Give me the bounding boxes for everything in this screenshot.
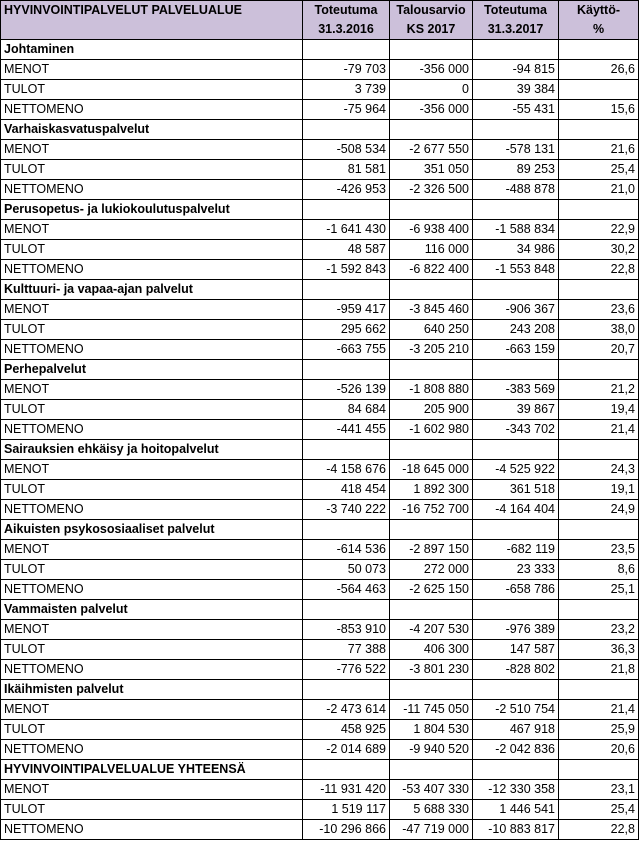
toteutuma-2017-cell: 39 867 xyxy=(473,400,559,420)
toteutuma-2017-cell: -12 330 358 xyxy=(473,780,559,800)
kayttoprosentti-cell: 19,1 xyxy=(559,480,639,500)
section-empty-cell xyxy=(473,40,559,60)
toteutuma-2016-cell: -79 703 xyxy=(303,60,390,80)
section-empty-cell xyxy=(559,40,639,60)
table-row-nettomeno xyxy=(1,660,639,680)
header-row-2 xyxy=(1,20,639,40)
toteutuma-2017-cell: -2 042 836 xyxy=(473,740,559,760)
row-label: NETTOMENO xyxy=(1,500,303,520)
row-label: TULOT xyxy=(1,800,303,820)
kayttoprosentti-cell xyxy=(559,80,639,100)
toteutuma-2017-cell: 1 446 541 xyxy=(473,800,559,820)
toteutuma-2016-cell: -564 463 xyxy=(303,580,390,600)
section-empty-cell xyxy=(390,680,473,700)
talousarvio-2017-cell: 272 000 xyxy=(390,560,473,580)
talousarvio-2017-cell: -16 752 700 xyxy=(390,500,473,520)
kayttoprosentti-cell: 24,3 xyxy=(559,460,639,480)
section-header-row xyxy=(1,40,639,60)
toteutuma-2017-cell: -682 119 xyxy=(473,540,559,560)
row-label: NETTOMENO xyxy=(1,260,303,280)
toteutuma-2016-cell: -776 522 xyxy=(303,660,390,680)
toteutuma-2016-cell: 418 454 xyxy=(303,480,390,500)
section-header-row xyxy=(1,600,639,620)
table-row-tulot xyxy=(1,480,639,500)
section-header-row xyxy=(1,520,639,540)
toteutuma-2016-cell: 48 587 xyxy=(303,240,390,260)
table-row-menot xyxy=(1,300,639,320)
toteutuma-2016-cell: -4 158 676 xyxy=(303,460,390,480)
section-empty-cell xyxy=(303,280,390,300)
toteutuma-2017-cell: -55 431 xyxy=(473,100,559,120)
section-empty-cell xyxy=(559,280,639,300)
section-header-row xyxy=(1,360,639,380)
toteutuma-2017-cell: -2 510 754 xyxy=(473,700,559,720)
section-empty-cell xyxy=(390,440,473,460)
section-empty-cell xyxy=(559,680,639,700)
talousarvio-2017-cell: 640 250 xyxy=(390,320,473,340)
toteutuma-2016-cell: 84 684 xyxy=(303,400,390,420)
kayttoprosentti-cell: 21,4 xyxy=(559,420,639,440)
toteutuma-2016-cell: 458 925 xyxy=(303,720,390,740)
talousarvio-2017-cell: -2 677 550 xyxy=(390,140,473,160)
table-body xyxy=(1,40,639,840)
talousarvio-2017-cell: -9 940 520 xyxy=(390,740,473,760)
table-row-tulot xyxy=(1,640,639,660)
toteutuma-2016-cell: -959 417 xyxy=(303,300,390,320)
table-row-tulot xyxy=(1,240,639,260)
kayttoprosentti-cell: 26,6 xyxy=(559,60,639,80)
toteutuma-2016-cell: -2 473 614 xyxy=(303,700,390,720)
section-header-row xyxy=(1,200,639,220)
section-empty-cell xyxy=(473,440,559,460)
section-empty-cell xyxy=(303,520,390,540)
talousarvio-2017-cell: 1 804 530 xyxy=(390,720,473,740)
toteutuma-2017-cell: 147 587 xyxy=(473,640,559,660)
kayttoprosentti-cell: 22,9 xyxy=(559,220,639,240)
toteutuma-2017-cell: -10 883 817 xyxy=(473,820,559,840)
section-empty-cell xyxy=(390,760,473,780)
section-title: Kulttuuri- ja vapaa-ajan palvelut xyxy=(1,280,303,300)
section-title: Varhaiskasvatuspalvelut xyxy=(1,120,303,140)
row-label: TULOT xyxy=(1,480,303,500)
row-label: TULOT xyxy=(1,560,303,580)
section-empty-cell xyxy=(303,120,390,140)
toteutuma-2016-cell: 1 519 117 xyxy=(303,800,390,820)
section-header-row xyxy=(1,440,639,460)
table-row-tulot xyxy=(1,800,639,820)
section-empty-cell xyxy=(390,200,473,220)
section-empty-cell xyxy=(473,120,559,140)
talousarvio-2017-cell: -356 000 xyxy=(390,60,473,80)
section-empty-cell xyxy=(473,520,559,540)
talousarvio-2017-cell: -6 822 400 xyxy=(390,260,473,280)
toteutuma-2016-cell: 50 073 xyxy=(303,560,390,580)
row-label: TULOT xyxy=(1,720,303,740)
header-col1-line1: Toteutuma xyxy=(303,1,390,21)
row-label: NETTOMENO xyxy=(1,420,303,440)
row-label: MENOT xyxy=(1,540,303,560)
toteutuma-2017-cell: 89 253 xyxy=(473,160,559,180)
section-empty-cell xyxy=(303,760,390,780)
section-header-row xyxy=(1,760,639,780)
talousarvio-2017-cell: 0 xyxy=(390,80,473,100)
section-empty-cell xyxy=(559,200,639,220)
kayttoprosentti-cell: 30,2 xyxy=(559,240,639,260)
toteutuma-2016-cell: -75 964 xyxy=(303,100,390,120)
row-label: MENOT xyxy=(1,380,303,400)
section-empty-cell xyxy=(390,600,473,620)
table-row-menot xyxy=(1,380,639,400)
section-empty-cell xyxy=(303,40,390,60)
kayttoprosentti-cell: 21,0 xyxy=(559,180,639,200)
kayttoprosentti-cell: 21,6 xyxy=(559,140,639,160)
section-empty-cell xyxy=(559,120,639,140)
header-col3-line2: 31.3.2017 xyxy=(473,20,559,40)
kayttoprosentti-cell: 24,9 xyxy=(559,500,639,520)
toteutuma-2016-cell: 3 739 xyxy=(303,80,390,100)
section-header-row xyxy=(1,120,639,140)
toteutuma-2016-cell: -526 139 xyxy=(303,380,390,400)
talousarvio-2017-cell: -3 801 230 xyxy=(390,660,473,680)
talousarvio-2017-cell: -47 719 000 xyxy=(390,820,473,840)
toteutuma-2017-cell: 361 518 xyxy=(473,480,559,500)
kayttoprosentti-cell: 23,5 xyxy=(559,540,639,560)
toteutuma-2017-cell: 39 384 xyxy=(473,80,559,100)
header-col4-line2: % xyxy=(559,20,639,40)
talousarvio-2017-cell: -3 845 460 xyxy=(390,300,473,320)
kayttoprosentti-cell: 21,2 xyxy=(559,380,639,400)
header-col3-line1: Toteutuma xyxy=(473,1,559,21)
section-header-row xyxy=(1,680,639,700)
row-label: TULOT xyxy=(1,640,303,660)
table-row-tulot xyxy=(1,720,639,740)
header-row-1 xyxy=(1,1,639,21)
row-label: MENOT xyxy=(1,300,303,320)
section-empty-cell xyxy=(390,40,473,60)
section-empty-cell xyxy=(473,200,559,220)
talousarvio-2017-cell: 351 050 xyxy=(390,160,473,180)
table-row-menot xyxy=(1,780,639,800)
section-title: Ikäihmisten palvelut xyxy=(1,680,303,700)
section-empty-cell xyxy=(473,680,559,700)
section-empty-cell xyxy=(559,520,639,540)
section-title: Perusopetus- ja lukiokoulutuspalvelut xyxy=(1,200,303,220)
table-row-menot xyxy=(1,700,639,720)
toteutuma-2017-cell: -906 367 xyxy=(473,300,559,320)
talousarvio-2017-cell: -3 205 210 xyxy=(390,340,473,360)
talousarvio-2017-cell: -4 207 530 xyxy=(390,620,473,640)
row-label: MENOT xyxy=(1,780,303,800)
toteutuma-2017-cell: -94 815 xyxy=(473,60,559,80)
talousarvio-2017-cell: -2 326 500 xyxy=(390,180,473,200)
talousarvio-2017-cell: -2 897 150 xyxy=(390,540,473,560)
row-label: TULOT xyxy=(1,80,303,100)
section-empty-cell xyxy=(303,360,390,380)
toteutuma-2017-cell: -4 525 922 xyxy=(473,460,559,480)
kayttoprosentti-cell: 20,7 xyxy=(559,340,639,360)
row-label: TULOT xyxy=(1,240,303,260)
kayttoprosentti-cell: 22,8 xyxy=(559,260,639,280)
table-row-menot xyxy=(1,140,639,160)
section-empty-cell xyxy=(559,600,639,620)
row-label: TULOT xyxy=(1,320,303,340)
section-title: HYVINVOINTIPALVELUALUE YHTEENSÄ xyxy=(1,760,303,780)
section-empty-cell xyxy=(559,760,639,780)
header-col1-line2: 31.3.2016 xyxy=(303,20,390,40)
row-label: MENOT xyxy=(1,620,303,640)
toteutuma-2017-cell: -1 588 834 xyxy=(473,220,559,240)
toteutuma-2017-cell: 23 333 xyxy=(473,560,559,580)
table-row-tulot xyxy=(1,80,639,100)
kayttoprosentti-cell: 23,2 xyxy=(559,620,639,640)
toteutuma-2017-cell: -663 159 xyxy=(473,340,559,360)
toteutuma-2016-cell: -1 641 430 xyxy=(303,220,390,240)
table-row-tulot xyxy=(1,320,639,340)
talousarvio-2017-cell: -53 407 330 xyxy=(390,780,473,800)
talousarvio-2017-cell: 406 300 xyxy=(390,640,473,660)
toteutuma-2017-cell: -1 553 848 xyxy=(473,260,559,280)
section-empty-cell xyxy=(303,600,390,620)
talousarvio-2017-cell: -6 938 400 xyxy=(390,220,473,240)
header-col2-line2: KS 2017 xyxy=(390,20,473,40)
kayttoprosentti-cell: 38,0 xyxy=(559,320,639,340)
section-title: Perhepalvelut xyxy=(1,360,303,380)
talousarvio-2017-cell: -11 745 050 xyxy=(390,700,473,720)
kayttoprosentti-cell: 22,8 xyxy=(559,820,639,840)
toteutuma-2016-cell: -426 953 xyxy=(303,180,390,200)
talousarvio-2017-cell: -18 645 000 xyxy=(390,460,473,480)
row-label: NETTOMENO xyxy=(1,660,303,680)
section-title: Vammaisten palvelut xyxy=(1,600,303,620)
section-title: Sairauksien ehkäisy ja hoitopalvelut xyxy=(1,440,303,460)
table-row-menot xyxy=(1,540,639,560)
kayttoprosentti-cell: 23,1 xyxy=(559,780,639,800)
kayttoprosentti-cell: 23,6 xyxy=(559,300,639,320)
table-row-menot xyxy=(1,620,639,640)
talousarvio-2017-cell: 5 688 330 xyxy=(390,800,473,820)
row-label: NETTOMENO xyxy=(1,100,303,120)
row-label: MENOT xyxy=(1,220,303,240)
toteutuma-2017-cell: -488 878 xyxy=(473,180,559,200)
row-label: MENOT xyxy=(1,460,303,480)
section-empty-cell xyxy=(390,520,473,540)
toteutuma-2016-cell: 295 662 xyxy=(303,320,390,340)
section-empty-cell xyxy=(390,360,473,380)
toteutuma-2017-cell: -383 569 xyxy=(473,380,559,400)
talousarvio-2017-cell: 116 000 xyxy=(390,240,473,260)
kayttoprosentti-cell: 25,1 xyxy=(559,580,639,600)
row-label: NETTOMENO xyxy=(1,740,303,760)
table-row-menot xyxy=(1,220,639,240)
header-col4-line1: Käyttö- xyxy=(559,1,639,21)
toteutuma-2016-cell: 81 581 xyxy=(303,160,390,180)
section-title: Aikuisten psykososiaaliset palvelut xyxy=(1,520,303,540)
table-row-nettomeno xyxy=(1,340,639,360)
kayttoprosentti-cell: 21,4 xyxy=(559,700,639,720)
section-empty-cell xyxy=(473,600,559,620)
section-empty-cell xyxy=(390,120,473,140)
table-row-nettomeno xyxy=(1,820,639,840)
section-empty-cell xyxy=(303,440,390,460)
kayttoprosentti-cell: 8,6 xyxy=(559,560,639,580)
toteutuma-2017-cell: -828 802 xyxy=(473,660,559,680)
talousarvio-2017-cell: -1 808 880 xyxy=(390,380,473,400)
table-header xyxy=(1,1,639,40)
toteutuma-2016-cell: -11 931 420 xyxy=(303,780,390,800)
toteutuma-2016-cell: -3 740 222 xyxy=(303,500,390,520)
row-label: NETTOMENO xyxy=(1,580,303,600)
toteutuma-2016-cell: -1 592 843 xyxy=(303,260,390,280)
row-label: TULOT xyxy=(1,160,303,180)
kayttoprosentti-cell: 36,3 xyxy=(559,640,639,660)
table-row-nettomeno xyxy=(1,420,639,440)
toteutuma-2017-cell: 34 986 xyxy=(473,240,559,260)
talousarvio-2017-cell: 1 892 300 xyxy=(390,480,473,500)
kayttoprosentti-cell: 19,4 xyxy=(559,400,639,420)
section-empty-cell xyxy=(473,760,559,780)
toteutuma-2016-cell: -853 910 xyxy=(303,620,390,640)
toteutuma-2017-cell: -658 786 xyxy=(473,580,559,600)
section-empty-cell xyxy=(473,360,559,380)
table-row-nettomeno xyxy=(1,580,639,600)
table-row-tulot xyxy=(1,400,639,420)
section-empty-cell xyxy=(390,280,473,300)
row-label: MENOT xyxy=(1,700,303,720)
table-row-tulot xyxy=(1,160,639,180)
toteutuma-2016-cell: -508 534 xyxy=(303,140,390,160)
row-label: MENOT xyxy=(1,60,303,80)
table-row-menot xyxy=(1,60,639,80)
talousarvio-2017-cell: -356 000 xyxy=(390,100,473,120)
toteutuma-2017-cell: -4 164 404 xyxy=(473,500,559,520)
section-empty-cell xyxy=(303,680,390,700)
header-col2-line1: Talousarvio xyxy=(390,1,473,21)
toteutuma-2017-cell: 243 208 xyxy=(473,320,559,340)
section-empty-cell xyxy=(559,360,639,380)
toteutuma-2016-cell: -2 014 689 xyxy=(303,740,390,760)
toteutuma-2017-cell: -343 702 xyxy=(473,420,559,440)
toteutuma-2016-cell: -614 536 xyxy=(303,540,390,560)
row-label: MENOT xyxy=(1,140,303,160)
toteutuma-2016-cell: 77 388 xyxy=(303,640,390,660)
section-empty-cell xyxy=(303,200,390,220)
row-label: TULOT xyxy=(1,400,303,420)
row-label: NETTOMENO xyxy=(1,340,303,360)
table-row-nettomeno xyxy=(1,180,639,200)
section-header-row xyxy=(1,280,639,300)
kayttoprosentti-cell: 25,4 xyxy=(559,160,639,180)
toteutuma-2016-cell: -10 296 866 xyxy=(303,820,390,840)
toteutuma-2017-cell: -578 131 xyxy=(473,140,559,160)
table-row-tulot xyxy=(1,560,639,580)
table-row-nettomeno xyxy=(1,100,639,120)
header-title-blank xyxy=(1,20,303,40)
toteutuma-2016-cell: -663 755 xyxy=(303,340,390,360)
table-row-nettomeno xyxy=(1,740,639,760)
header-title: HYVINVOINTIPALVELUT PALVELUALUE xyxy=(1,1,303,21)
talousarvio-2017-cell: -1 602 980 xyxy=(390,420,473,440)
kayttoprosentti-cell: 21,8 xyxy=(559,660,639,680)
table-row-menot xyxy=(1,460,639,480)
kayttoprosentti-cell: 25,9 xyxy=(559,720,639,740)
kayttoprosentti-cell: 20,6 xyxy=(559,740,639,760)
kayttoprosentti-cell: 15,6 xyxy=(559,100,639,120)
row-label: NETTOMENO xyxy=(1,180,303,200)
talousarvio-2017-cell: -2 625 150 xyxy=(390,580,473,600)
row-label: NETTOMENO xyxy=(1,820,303,840)
talousarvio-2017-cell: 205 900 xyxy=(390,400,473,420)
table-row-nettomeno xyxy=(1,260,639,280)
toteutuma-2017-cell: 467 918 xyxy=(473,720,559,740)
section-empty-cell xyxy=(473,280,559,300)
section-title: Johtaminen xyxy=(1,40,303,60)
section-empty-cell xyxy=(559,440,639,460)
kayttoprosentti-cell: 25,4 xyxy=(559,800,639,820)
table-row-nettomeno xyxy=(1,500,639,520)
toteutuma-2017-cell: -976 389 xyxy=(473,620,559,640)
toteutuma-2016-cell: -441 455 xyxy=(303,420,390,440)
